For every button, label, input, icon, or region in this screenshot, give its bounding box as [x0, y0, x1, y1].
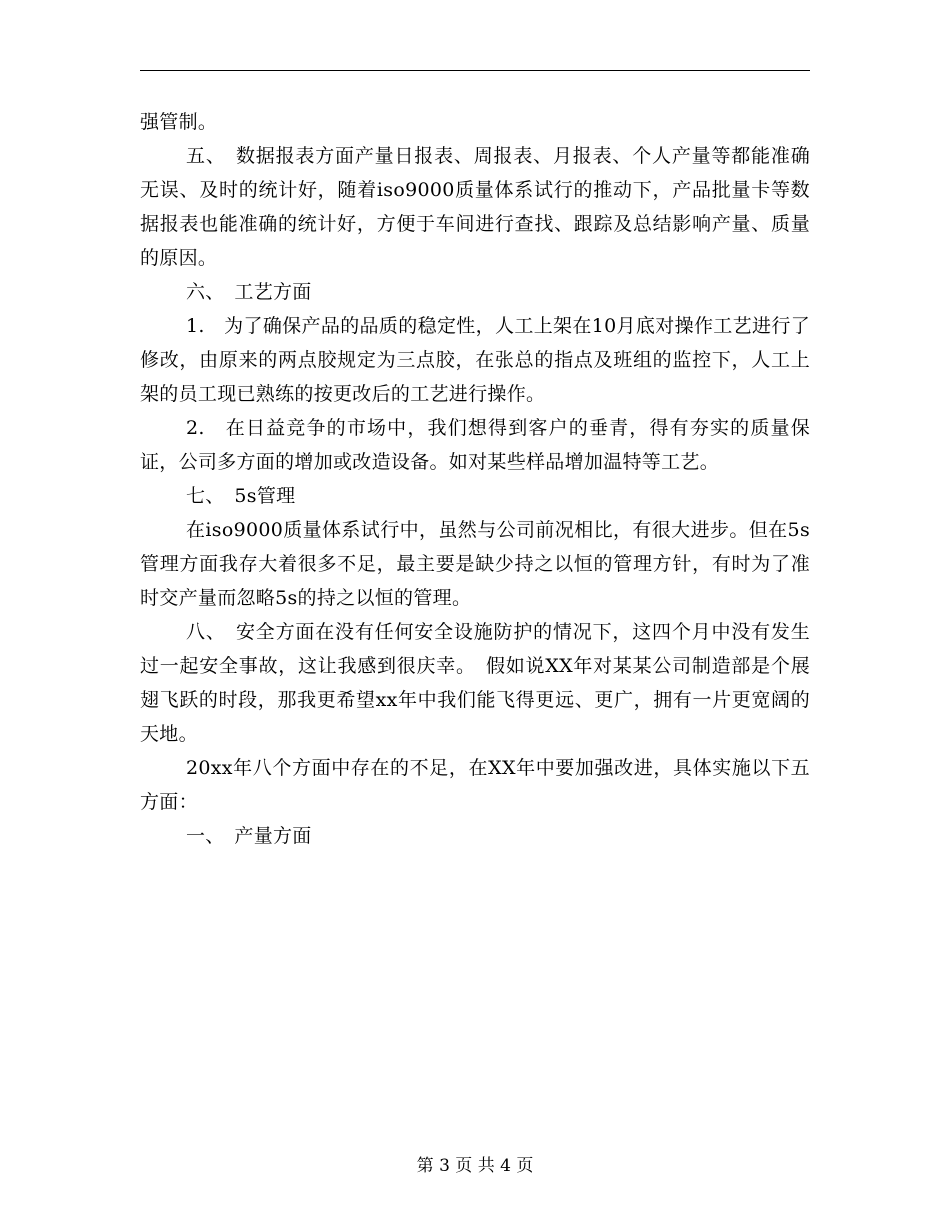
- paragraph: 2. 在日益竞争的市场中，我们想得到客户的垂青，得有夯实的质量保证，公司多方面的增加或改造设备。如对某些样品增加温特等工艺。: [140, 417, 810, 473]
- paragraph: 五、 数据报表方面产量日报表、周报表、月报表、个人产量等都能准确无误、及时的统计好，随着iso9000质量体系试行的推动下，产品批量卡等数据报表也能准确的统计好，方便于车间进行查找、跟踪及总结影响产量、质量的原因。: [140, 145, 810, 269]
- section-heading: 一、 产量方面: [186, 825, 312, 847]
- page-footer: 第 3 页 共 4 页: [416, 1156, 534, 1176]
- section-heading: 七、 5s管理: [186, 485, 296, 507]
- paragraph: 强管制。: [140, 111, 218, 133]
- document-body: [140, 105, 810, 853]
- paragraph: 1. 为了确保产品的品质的稳定性，人工上架在10月底对操作工艺进行了修改，由原来的两点胶规定为三点胶，在张总的指点及班组的监控下，人工上架的员工现已熟练的按更改后的工艺进行操作。: [140, 315, 810, 405]
- header-rule: [140, 70, 810, 71]
- paragraph: 20xx年八个方面中存在的不足，在XX年中要加强改进，具体实施以下五方面：: [140, 757, 810, 813]
- paragraph: 在iso9000质量体系试行中，虽然与公司前况相比，有很大进步。但在5s管理方面我存大着很多不足，最主要是缺少持之以恒的管理方针，有时为了准时交产量而忽略5s的持之以恒的管理。: [140, 519, 810, 609]
- section-heading: 六、 工艺方面: [186, 281, 312, 303]
- paragraph: 八、 安全方面在没有任何安全设施防护的情况下，这四个月中没有发生过一起安全事故，这让我感到很庆幸。 假如说XX年对某某公司制造部是个展翅飞跃的时段，那我更希望xx年中我们能飞得更远、更广，拥有一片更宽阔的天地。: [140, 621, 810, 745]
